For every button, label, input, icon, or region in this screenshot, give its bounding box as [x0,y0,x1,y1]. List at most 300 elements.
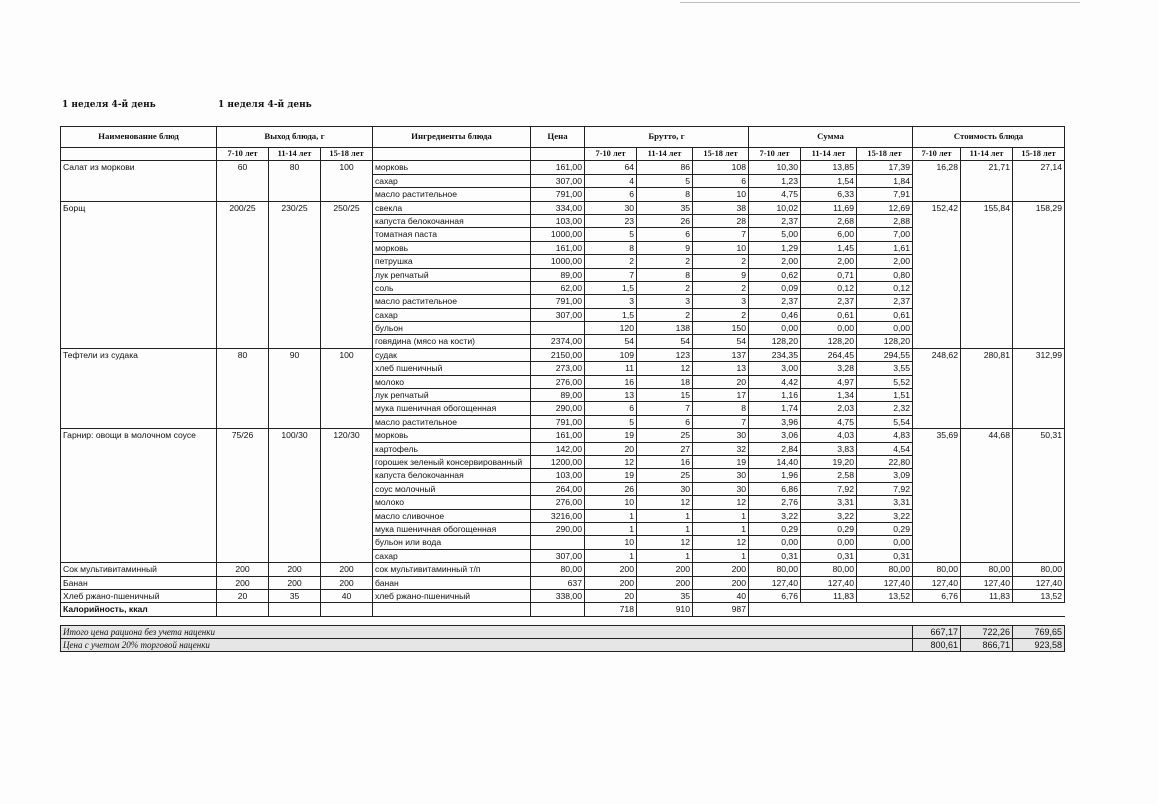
total-value: 667,17 [913,625,961,638]
sum-age3: 15-18 лет [857,148,913,161]
sum-value: 2,58 [801,469,857,482]
brutto-value: 12 [585,455,637,468]
sum-value: 3,00 [749,362,801,375]
ingredient-name: сахар [373,174,531,187]
ingredient-price: 791,00 [531,295,585,308]
dish-yield: 60 [217,161,269,201]
sum-value: 0,62 [749,268,801,281]
brutto-value: 10 [585,496,637,509]
brutto-value: 7 [693,415,749,428]
brutto-value: 25 [637,429,693,442]
sum-value: 4,97 [801,375,857,388]
brutto-value: 8 [693,402,749,415]
brutto-age1: 7-10 лет [585,148,637,161]
brutto-value: 1,5 [585,281,637,294]
ingredient-name: молоко [373,496,531,509]
brutto-value: 6 [637,415,693,428]
dish-cost: 155,84 [961,201,1013,348]
brutto-value: 1 [637,522,693,535]
brutto-value: 109 [585,348,637,361]
dish-cost: 312,99 [1013,348,1065,428]
dish-name: Хлеб ржано-пшеничный [61,589,217,602]
sum-value: 0,61 [857,308,913,321]
brutto-age3: 15-18 лет [693,148,749,161]
dish-yield: 20 [217,589,269,602]
sum-value: 0,29 [801,522,857,535]
brutto-value: 138 [637,322,693,335]
dish-cost: 158,29 [1013,201,1065,348]
sum-value: 7,92 [801,482,857,495]
ingredient-name: морковь [373,161,531,174]
dish-cost: 11,83 [961,589,1013,602]
brutto-value: 2 [637,255,693,268]
ingredient-name: капуста белокочанная [373,214,531,227]
brutto-value: 30 [693,429,749,442]
brutto-value: 19 [585,469,637,482]
ingredient-price [531,536,585,549]
ingredient-price: 307,00 [531,308,585,321]
dish-cost: 44,68 [961,429,1013,563]
brutto-value: 6 [585,188,637,201]
brutto-value: 9 [637,241,693,254]
sum-value: 0,00 [801,322,857,335]
calories-label: Калорийность, ккал [61,603,217,616]
ingredient-price: 334,00 [531,201,585,214]
sum-value: 0,00 [857,322,913,335]
dish-cost: 27,14 [1013,161,1065,201]
sum-value: 10,02 [749,201,801,214]
yield-age3: 15-18 лет [321,148,373,161]
col-brutto: Брутто, г [585,127,749,148]
sum-value: 0,09 [749,281,801,294]
dish-cost: 127,40 [1013,576,1065,589]
brutto-value: 32 [693,442,749,455]
sum-value: 5,00 [749,228,801,241]
sum-value: 1,23 [749,174,801,187]
dish-yield: 40 [321,589,373,602]
sum-value: 0,61 [801,308,857,321]
total-value: 923,58 [1013,639,1065,652]
dish-name: Гарнир: овощи в молочном соусе [61,429,217,563]
brutto-value: 54 [585,335,637,348]
ingredient-price: 307,00 [531,174,585,187]
brutto-value: 16 [585,375,637,388]
dish-name: Борщ [61,201,217,348]
brutto-value: 120 [585,322,637,335]
ingredient-name: масло растительное [373,188,531,201]
dish-yield: 100 [321,348,373,428]
col-sum: Сумма [749,127,913,148]
brutto-value: 1 [637,549,693,562]
sum-value: 2,00 [801,255,857,268]
brutto-value: 8 [637,188,693,201]
total-label: Итого цена рациона без учета наценки [61,625,913,638]
col-ingredients: Ингредиенты блюда [373,127,531,148]
ingredient-name: масло растительное [373,415,531,428]
brutto-value: 15 [637,389,693,402]
sum-value: 0,12 [857,281,913,294]
brutto-value: 13 [585,389,637,402]
sum-value: 4,42 [749,375,801,388]
brutto-value: 30 [585,201,637,214]
sum-value: 3,31 [801,496,857,509]
brutto-value: 10 [693,241,749,254]
dish-cost: 127,40 [961,576,1013,589]
ingredient-row [61,563,1065,576]
ingredient-price: 1000,00 [531,255,585,268]
dish-cost: 248,62 [913,348,961,428]
calories-value: 987 [693,603,749,616]
dish-yield: 100 [321,161,373,201]
ingredient-name: сок мультивитаминный т/п [373,563,531,576]
brutto-value: 54 [693,335,749,348]
brutto-value: 23 [585,214,637,227]
total-markup-row [61,639,1065,652]
sum-value: 10,30 [749,161,801,174]
sum-value: 12,69 [857,201,913,214]
sum-value: 3,22 [801,509,857,522]
brutto-value: 1 [693,522,749,535]
brutto-value: 1 [585,522,637,535]
cost-age1: 7-10 лет [913,148,961,161]
sum-value: 2,84 [749,442,801,455]
sum-value: 0,71 [801,268,857,281]
col-price: Цена [531,127,585,148]
ingredient-name: лук репчатый [373,389,531,402]
sum-value: 128,20 [749,335,801,348]
total-value: 866,71 [961,639,1013,652]
ingredient-price: 273,00 [531,362,585,375]
dish-cost: 152,42 [913,201,961,348]
col-dish: Наименование блюд [61,127,217,148]
yield-age1: 7-10 лет [217,148,269,161]
dish-yield: 200 [321,563,373,576]
ingredient-name: мука пшеничная обогощенная [373,522,531,535]
brutto-value: 200 [637,576,693,589]
brutto-value: 5 [637,174,693,187]
sum-value: 4,03 [801,429,857,442]
dish-yield: 120/30 [321,429,373,563]
brutto-value: 12 [693,536,749,549]
sum-value: 1,16 [749,389,801,402]
sum-value: 128,20 [801,335,857,348]
sum-value: 2,37 [749,214,801,227]
sum-value: 0,80 [857,268,913,281]
brutto-value: 6 [585,402,637,415]
sum-value: 6,86 [749,482,801,495]
brutto-value: 12 [637,496,693,509]
sum-value: 19,20 [801,455,857,468]
ingredient-name: бульон [373,322,531,335]
ingredient-row [61,429,1065,442]
ingredient-name: говядина (мясо на кости) [373,335,531,348]
total-value: 769,65 [1013,625,1065,638]
dish-yield: 200 [217,563,269,576]
brutto-value: 2 [585,255,637,268]
brutto-value: 27 [637,442,693,455]
calories-row [61,603,1065,616]
ingredient-name: горошек зеленый консервированный [373,455,531,468]
sum-value: 1,29 [749,241,801,254]
brutto-value: 12 [637,536,693,549]
brutto-value: 86 [637,161,693,174]
ingredient-price: 276,00 [531,496,585,509]
yield-age2: 11-14 лет [269,148,321,161]
sum-value: 2,37 [857,295,913,308]
sum-value: 4,75 [749,188,801,201]
sum-value: 6,33 [801,188,857,201]
brutto-age2: 11-14 лет [637,148,693,161]
sum-value: 5,54 [857,415,913,428]
brutto-value: 7 [585,268,637,281]
brutto-value: 25 [637,469,693,482]
brutto-value: 8 [585,241,637,254]
dish-yield: 200 [217,576,269,589]
ingredient-price: 1000,00 [531,228,585,241]
brutto-value: 7 [693,228,749,241]
ingredient-row [61,161,1065,174]
dish-name: Банан [61,576,217,589]
dish-cost: 80,00 [913,563,961,576]
brutto-value: 12 [693,496,749,509]
brutto-value: 20 [585,442,637,455]
brutto-value: 35 [637,201,693,214]
sum-value: 294,55 [857,348,913,361]
dish-cost: 21,71 [961,161,1013,201]
brutto-value: 137 [693,348,749,361]
ingredient-name: соус молочный [373,482,531,495]
dish-name: Сок мультивитаминный [61,563,217,576]
ingredient-price: 62,00 [531,281,585,294]
sum-value: 2,37 [749,295,801,308]
col-yield: Выход блюда, г [217,127,373,148]
sum-value: 127,40 [801,576,857,589]
sum-value: 1,74 [749,402,801,415]
brutto-value: 54 [637,335,693,348]
brutto-value: 30 [693,482,749,495]
dish-yield: 200 [269,576,321,589]
sum-value: 5,52 [857,375,913,388]
ingredient-row [61,576,1065,589]
sum-value: 0,31 [801,549,857,562]
brutto-value: 1,5 [585,308,637,321]
ingredient-price: 264,00 [531,482,585,495]
brutto-value: 108 [693,161,749,174]
sum-value: 127,40 [749,576,801,589]
ingredient-price: 89,00 [531,268,585,281]
ingredient-price: 2374,00 [531,335,585,348]
sum-value: 0,46 [749,308,801,321]
brutto-value: 5 [585,228,637,241]
scan-artifact [680,2,1080,3]
brutto-value: 20 [693,375,749,388]
sum-value: 1,45 [801,241,857,254]
sum-value: 4,54 [857,442,913,455]
sum-value: 7,91 [857,188,913,201]
ingredient-name: хлеб пшеничный [373,362,531,375]
ingredient-name: хлеб ржано-пшеничный [373,589,531,602]
dish-cost: 6,76 [913,589,961,602]
brutto-value: 200 [637,563,693,576]
sum-value: 3,55 [857,362,913,375]
ingredient-price: 2150,00 [531,348,585,361]
ingredient-price: 103,00 [531,469,585,482]
dish-cost: 127,40 [913,576,961,589]
dish-yield: 80 [269,161,321,201]
total-label: Цена с учетом 20% торговой наценки [61,639,913,652]
brutto-value: 19 [693,455,749,468]
sum-value: 3,31 [857,496,913,509]
dish-yield: 35 [269,589,321,602]
ingredient-price: 290,00 [531,522,585,535]
dish-yield: 75/26 [217,429,269,563]
sum-value: 127,40 [857,576,913,589]
ingredient-name: судак [373,348,531,361]
dish-yield: 80 [217,348,269,428]
sum-value: 0,29 [857,522,913,535]
sum-age1: 7-10 лет [749,148,801,161]
dish-cost: 13,52 [1013,589,1065,602]
dish-cost: 280,81 [961,348,1013,428]
sum-value: 0,00 [801,536,857,549]
ingredient-name: мука пшеничная обогощенная [373,402,531,415]
brutto-value: 1 [585,509,637,522]
ingredient-price: 1200,00 [531,455,585,468]
ingredient-price: 290,00 [531,402,585,415]
ingredient-price: 276,00 [531,375,585,388]
sum-value: 2,00 [857,255,913,268]
brutto-value: 9 [693,268,749,281]
sum-value: 4,83 [857,429,913,442]
dish-cost: 16,28 [913,161,961,201]
total-no-markup-row [61,625,1065,638]
ingredient-row [61,589,1065,602]
brutto-value: 200 [693,563,749,576]
ingredient-price: 161,00 [531,241,585,254]
sum-value: 13,52 [857,589,913,602]
sum-value: 128,20 [857,335,913,348]
brutto-value: 28 [693,214,749,227]
ingredient-price: 338,00 [531,589,585,602]
ingredient-name: лук репчатый [373,268,531,281]
sum-value: 80,00 [801,563,857,576]
brutto-value: 2 [637,308,693,321]
ingredient-name: петрушка [373,255,531,268]
brutto-value: 200 [585,576,637,589]
brutto-value: 2 [693,308,749,321]
ingredient-name: масло растительное [373,295,531,308]
brutto-value: 26 [637,214,693,227]
brutto-value: 38 [693,201,749,214]
dish-name: Тефтели из судака [61,348,217,428]
ingredient-price: 161,00 [531,429,585,442]
sum-value: 7,92 [857,482,913,495]
brutto-value: 16 [637,455,693,468]
sum-value: 1,51 [857,389,913,402]
brutto-value: 1 [693,549,749,562]
sum-value: 0,12 [801,281,857,294]
ingredient-name: свекла [373,201,531,214]
ingredient-name: томатная паста [373,228,531,241]
header-row-1 [61,127,1065,148]
ingredient-price: 89,00 [531,389,585,402]
sum-value: 13,85 [801,161,857,174]
brutto-value: 17 [693,389,749,402]
brutto-value: 13 [693,362,749,375]
brutto-value: 1 [637,509,693,522]
sum-value: 7,00 [857,228,913,241]
dish-cost: 35,69 [913,429,961,563]
dish-yield: 250/25 [321,201,373,348]
ingredient-price: 307,00 [531,549,585,562]
sum-value: 2,32 [857,402,913,415]
ingredient-name: морковь [373,241,531,254]
brutto-value: 11 [585,362,637,375]
dish-yield: 90 [269,348,321,428]
brutto-value: 3 [585,295,637,308]
brutto-value: 200 [585,563,637,576]
ingredient-name: сахар [373,549,531,562]
brutto-value: 20 [585,589,637,602]
right-title: 1 неделя 4-й день [218,100,312,110]
sum-value: 3,06 [749,429,801,442]
brutto-value: 40 [693,589,749,602]
brutto-value: 26 [585,482,637,495]
ingredient-price: 637 [531,576,585,589]
sum-value: 0,31 [857,549,913,562]
sum-value: 2,76 [749,496,801,509]
brutto-value: 3 [637,295,693,308]
brutto-value: 6 [693,174,749,187]
sum-value: 11,69 [801,201,857,214]
ingredient-name: бульон или вода [373,536,531,549]
ingredient-name: соль [373,281,531,294]
dish-cost: 80,00 [1013,563,1065,576]
brutto-value: 1 [693,509,749,522]
brutto-value: 35 [637,589,693,602]
brutto-value: 3 [693,295,749,308]
sum-value: 264,45 [801,348,857,361]
ingredient-name: молоко [373,375,531,388]
sum-value: 2,37 [801,295,857,308]
sum-value: 0,31 [749,549,801,562]
brutto-value: 1 [585,549,637,562]
sum-value: 1,54 [801,174,857,187]
dish-yield: 200 [269,563,321,576]
sum-value: 6,00 [801,228,857,241]
ingredient-price: 80,00 [531,563,585,576]
ingredient-price: 3216,00 [531,509,585,522]
dish-cost: 50,31 [1013,429,1065,563]
sum-value: 2,88 [857,214,913,227]
ingredient-name: банан [373,576,531,589]
sum-value: 3,96 [749,415,801,428]
sum-value: 0,00 [749,536,801,549]
sum-value: 80,00 [749,563,801,576]
brutto-value: 4 [585,174,637,187]
total-value: 800,61 [913,639,961,652]
ingredient-row [61,201,1065,214]
brutto-value: 30 [693,469,749,482]
ingredient-name: морковь [373,429,531,442]
brutto-value: 6 [637,228,693,241]
dish-yield: 100/30 [269,429,321,563]
ingredient-price: 103,00 [531,214,585,227]
menu-table [60,126,1065,652]
sum-value: 11,83 [801,589,857,602]
ingredient-price: 142,00 [531,442,585,455]
cost-age2: 11-14 лет [961,148,1013,161]
